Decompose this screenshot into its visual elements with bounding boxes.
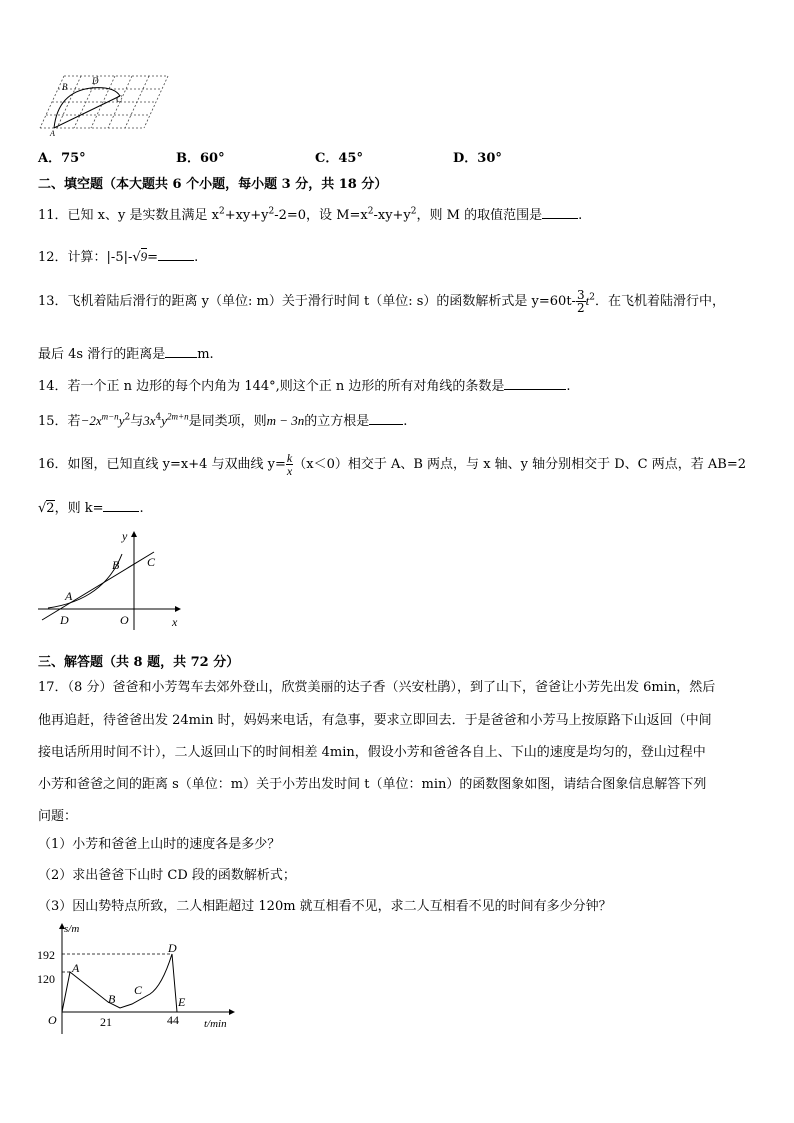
q17-xlabel: t/min xyxy=(204,1018,227,1030)
q16-sqrt-sign: √ xyxy=(38,501,47,516)
q16-figure xyxy=(34,526,184,632)
q12-answer-blank[interactable] xyxy=(158,248,194,261)
q12-text-a: 计算：|-5|- xyxy=(67,250,133,265)
q17-sub-2: （2）求出爸爸下山时 CD 段的函数解析式； xyxy=(38,868,296,883)
q17-line-3: 接电话所用时间不计），二人返回山下的时间相差 4min，假设小芳和爸爸各自上、下山的速度是均匀的，登山过程中 xyxy=(38,745,706,760)
q16-text-a: 如图，已知直线 y=x+4 与双曲线 y= xyxy=(67,457,286,472)
q14-text: 若一个正 n 边形的每个内角为 144°,则这个正 n 边形的所有对角线的条数是 xyxy=(67,379,505,394)
q16-frac-num: k xyxy=(286,451,293,465)
q17-line-1: 17．（8 分）爸爸和小芳驾车去郊外登山，欣赏美丽的达子香（兴安杜鹃），到了山下，爸爸让小芳先出发 6min，然后 xyxy=(38,680,716,695)
question-14 xyxy=(38,375,571,394)
q17-point-A: A xyxy=(72,961,80,975)
q17-ylabel: s/m xyxy=(64,923,80,935)
q15-term2-y: y xyxy=(161,413,168,428)
q13-text-a: 飞机着陆后滑行的距离 y（单位: m）关于滑行时间 t（单位: s）的函数解析式是 y=60t- xyxy=(67,294,576,309)
q10-label-A: A xyxy=(50,129,55,138)
q14-end: . xyxy=(566,379,571,394)
q15-term2: 3x xyxy=(143,413,156,428)
q15-end: . xyxy=(403,414,408,429)
q11-sup-4: 2 xyxy=(410,206,417,217)
q15-answer-blank[interactable] xyxy=(369,412,403,425)
q11-number: 11． xyxy=(38,208,68,223)
q12-radicand: 9 xyxy=(140,249,148,264)
q13-line2-b: m. xyxy=(197,347,214,362)
q13-line2-a: 最后 4s 滑行的距离是 xyxy=(38,347,166,362)
q10-label-D: D xyxy=(92,76,99,86)
q12-sqrt-sign: √ xyxy=(132,250,141,265)
q15-expr: m − 3n xyxy=(266,413,305,428)
q16-answer-blank[interactable] xyxy=(103,499,139,512)
q13-sup: 2 xyxy=(589,292,595,303)
section-3-title: 三、解答题（共 8 题，共 72 分） xyxy=(38,655,240,670)
q17-xtick-21: 21 xyxy=(100,1015,112,1029)
q15-term1-y: y xyxy=(118,413,125,428)
q16-label-C: C xyxy=(147,555,156,569)
q10-option-c: C．45° xyxy=(315,151,363,166)
q17-point-B: B xyxy=(108,992,116,1006)
q11-text-b: +xy+y xyxy=(224,208,269,223)
q15-number: 15． xyxy=(38,414,68,429)
q16-label-y: y xyxy=(122,529,128,543)
q10-option-a: A．75° xyxy=(38,151,86,166)
q16-label-O: O xyxy=(120,613,129,627)
q13-frac-num: 3 xyxy=(576,288,585,302)
q17-xtick-44: 44 xyxy=(167,1013,179,1027)
question-16 xyxy=(38,452,746,477)
q16-frac-den: x xyxy=(286,464,293,478)
q17-sub-1: （1）小芳和爸爸上山时的速度各是多少？ xyxy=(38,837,281,852)
q17-origin: O xyxy=(48,1013,57,1027)
q10-figure xyxy=(36,72,172,138)
q17-point-E: E xyxy=(178,995,186,1009)
q11-text-e: ，则 M 的取值范围是 xyxy=(416,208,543,223)
q13-answer-blank[interactable] xyxy=(165,345,197,358)
q11-text-c: -2=0，设 M=x xyxy=(274,208,368,223)
question-15 xyxy=(38,410,407,429)
q16-number: 16． xyxy=(38,457,68,472)
q10-label-C: C xyxy=(116,94,123,104)
q16-radicand: 2 xyxy=(46,501,55,516)
q12-text-b: = xyxy=(147,250,159,265)
q16-text-b: （x＜0）相交于 A、B 两点，与 x 轴、y 轴分别相交于 D、C 两点，若 AB=2 xyxy=(293,457,747,472)
q13-frac-den: 2 xyxy=(576,301,585,315)
q11-answer-blank[interactable] xyxy=(542,206,578,219)
q14-answer-blank[interactable] xyxy=(504,377,566,390)
q12-end: . xyxy=(194,250,199,265)
q11-sup-1: 2 xyxy=(218,206,225,217)
question-16-line-2 xyxy=(38,497,144,516)
q17-line-5: 问题： xyxy=(38,809,78,824)
q17-ytick-120: 120 xyxy=(37,972,55,986)
q10-label-B: B xyxy=(62,82,68,92)
q13-var: t xyxy=(585,293,590,308)
q17-point-D: D xyxy=(168,941,177,955)
q15-term1: −2x xyxy=(80,413,102,428)
q13-fraction xyxy=(576,289,586,314)
q17-line-4: 小芳和爸爸之间的距离 s（单位：m）关于小芳出发时间 t（单位：min）的函数图象如图，请结合图象信息解答下列 xyxy=(38,777,707,792)
question-12 xyxy=(38,246,198,265)
q16-label-B: B xyxy=(112,558,120,572)
q15-term1-ysup: 2 xyxy=(124,412,131,423)
q16-end: . xyxy=(139,501,144,516)
q16-line2-text: ，则 k= xyxy=(54,501,104,516)
q11-end: . xyxy=(578,208,583,223)
q16-label-A: A xyxy=(65,589,73,603)
q16-hyperbola xyxy=(48,554,122,608)
question-13-line-2 xyxy=(38,343,214,362)
q10-option-b: B．60° xyxy=(176,151,225,166)
q13-number: 13． xyxy=(38,294,68,309)
q15-text-d: 的立方根是 xyxy=(304,414,370,429)
q11-text-a: 已知 x、y 是实数且满足 x xyxy=(67,208,219,223)
q17-ytick-192: 192 xyxy=(37,948,55,962)
q16-label-D: D xyxy=(60,613,69,627)
question-11 xyxy=(38,204,582,223)
q11-sup-2: 2 xyxy=(268,206,275,217)
q16-line xyxy=(42,552,154,620)
q17-sub-3: （3）因山势特点所致，二人相距超过 120m 就互相看不见，求二人互相看不见的时间有多少分钟？ xyxy=(38,899,612,914)
section-2-title: 二、填空题（本大题共 6 个小题，每小题 3 分，共 18 分） xyxy=(38,177,388,192)
question-13 xyxy=(38,289,725,314)
q15-term1-sup: m−n xyxy=(101,411,119,422)
q12-number: 12． xyxy=(38,250,68,265)
q17-chart xyxy=(34,920,240,1038)
q16-label-x: x xyxy=(172,615,178,629)
q17-point-C: C xyxy=(134,983,143,997)
q15-term2-ysup: 2m+n xyxy=(167,411,189,422)
q15-text-a: 若 xyxy=(67,414,81,429)
q17-line-2: 他再追赶，待爸爸出发 24min 时，妈妈来电话，有急事，要求立即回去．于是爸爸和小芳马上按原路下山返回（中间 xyxy=(38,713,712,728)
q11-text-d: -xy+y xyxy=(373,208,411,223)
q13-text-b: ．在飞机着陆滑行中， xyxy=(594,294,725,309)
q15-text-c: 是同类项，则 xyxy=(188,414,267,429)
q14-number: 14． xyxy=(38,379,68,394)
q10-option-d: D．30° xyxy=(453,151,502,166)
q11-sup-3: 2 xyxy=(367,206,374,217)
q15-text-b: 与 xyxy=(130,414,144,429)
q15-term2-sup: 4 xyxy=(155,412,162,423)
